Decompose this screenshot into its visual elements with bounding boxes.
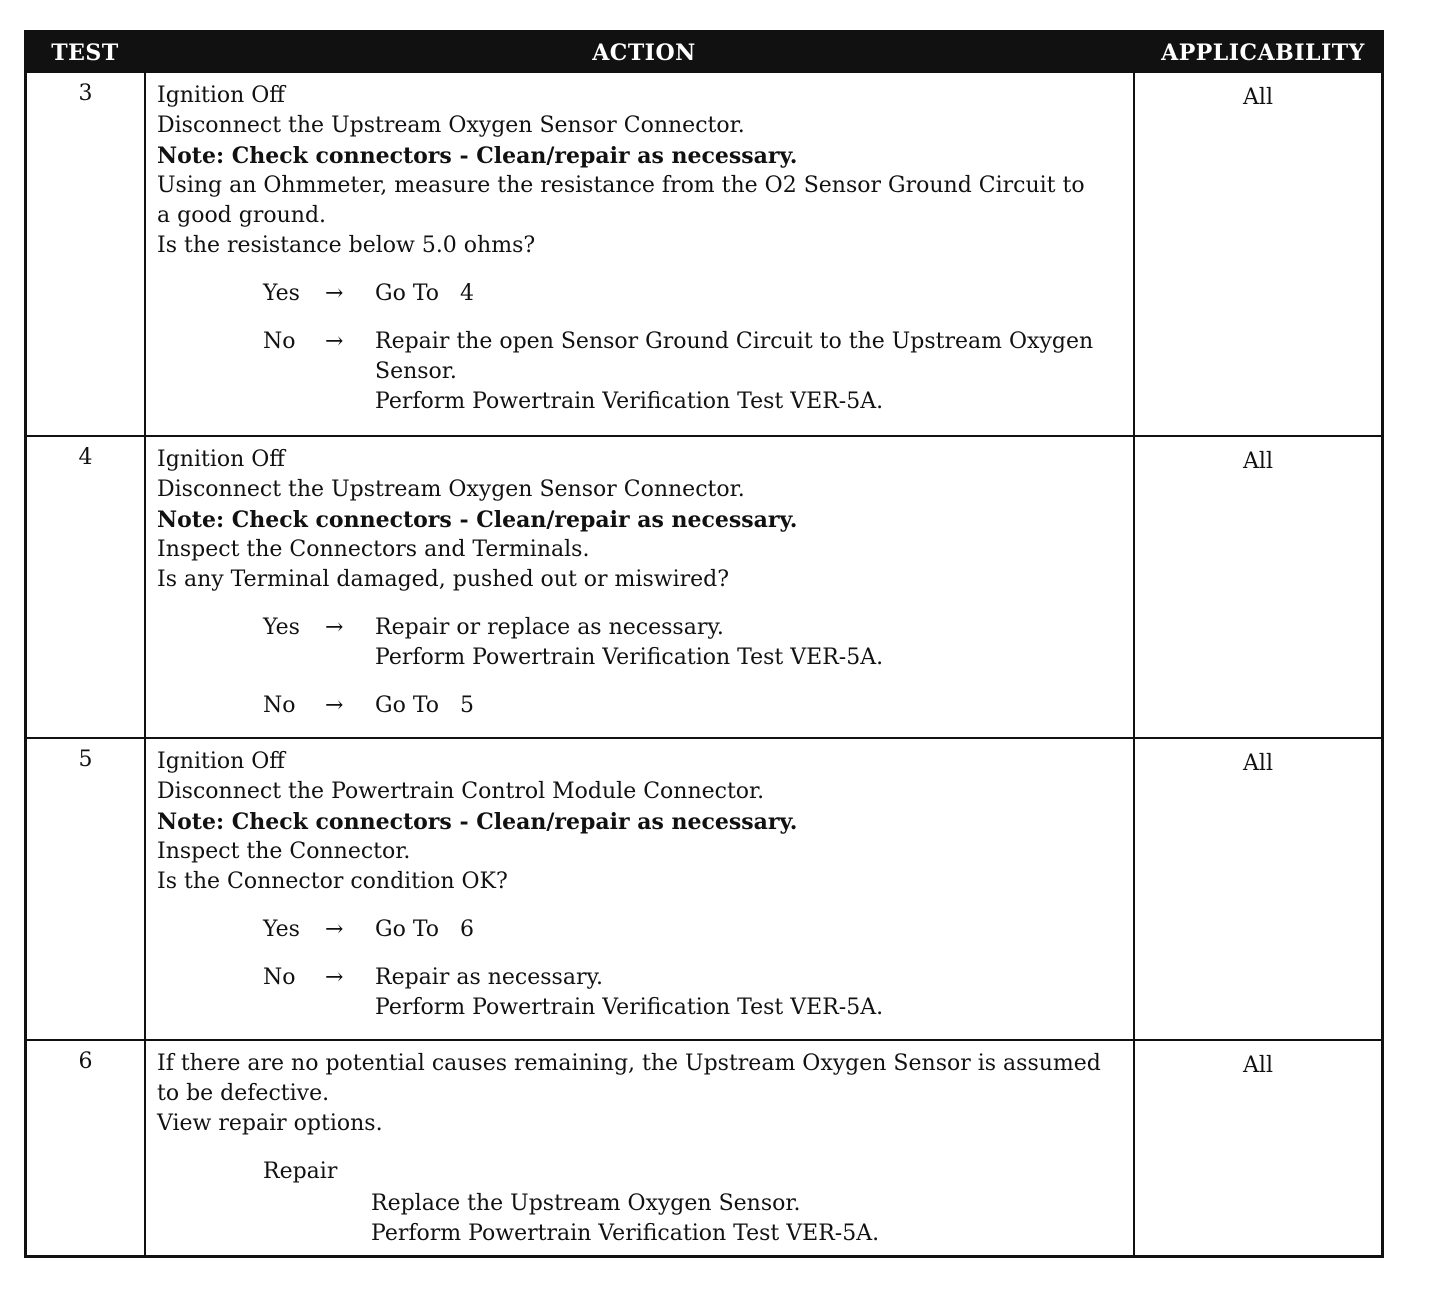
branch-yes-result: Repair or replace as necessary. bbox=[375, 615, 724, 640]
action-line: Using an Ohmmeter, measure the resistance from the O2 Sensor Ground Circuit to bbox=[157, 173, 1085, 198]
branch-yes bbox=[157, 279, 1129, 309]
applicability-value: All bbox=[1243, 751, 1273, 776]
branch-no-label: No bbox=[263, 329, 296, 354]
action-line: If there are no potential causes remaining, the Upstream Oxygen Sensor is assumed bbox=[157, 1051, 1101, 1076]
branch-yes bbox=[157, 613, 1129, 673]
test-number: 3 bbox=[78, 81, 93, 106]
action-line: a good ground. bbox=[157, 203, 327, 228]
test-number: 5 bbox=[78, 747, 93, 772]
branch-no bbox=[157, 963, 1129, 1023]
action-line: Is any Terminal damaged, pushed out or miswired? bbox=[157, 567, 730, 592]
action-line: Inspect the Connector. bbox=[157, 839, 411, 864]
header-applicability: APPLICABILITY bbox=[1161, 40, 1365, 66]
branch-yes bbox=[157, 915, 1129, 945]
test-number: 6 bbox=[78, 1049, 93, 1074]
arrow-icon: → bbox=[325, 917, 344, 942]
action-line: View repair options. bbox=[157, 1111, 383, 1136]
table-row-test-4 bbox=[27, 435, 1381, 737]
branch-yes-result: Go To 4 bbox=[375, 281, 474, 306]
action-note: Note: Check connectors - Clean/repair as necessary. bbox=[157, 143, 798, 169]
table-row-test-6 bbox=[27, 1039, 1381, 1255]
action-line: Inspect the Connectors and Terminals. bbox=[157, 537, 590, 562]
action-cell bbox=[157, 81, 1129, 417]
action-line: Ignition Off bbox=[157, 447, 285, 472]
action-cell bbox=[157, 747, 1129, 1023]
branch-no-result: Perform Powertrain Verification Test VER-5A. bbox=[375, 995, 884, 1020]
repair-options bbox=[371, 1189, 1129, 1249]
branch-yes-result: Go To 6 bbox=[375, 917, 474, 942]
action-cell bbox=[157, 1049, 1129, 1249]
action-line: Is the Connector condition OK? bbox=[157, 869, 508, 894]
action-line: Disconnect the Powertrain Control Module Connector. bbox=[157, 779, 765, 804]
action-line: to be defective. bbox=[157, 1081, 330, 1106]
arrow-icon: → bbox=[325, 281, 344, 306]
header-action: ACTION bbox=[592, 40, 696, 66]
branch-yes-label: Yes bbox=[263, 615, 300, 640]
arrow-icon: → bbox=[325, 965, 344, 990]
branch-yes-label: Yes bbox=[263, 917, 300, 942]
action-note: Note: Check connectors - Clean/repair as necessary. bbox=[157, 809, 798, 835]
table-row-test-5 bbox=[27, 737, 1381, 1039]
action-line: Is the resistance below 5.0 ohms? bbox=[157, 233, 536, 258]
branch-no-result: Repair as necessary. bbox=[375, 965, 603, 990]
branch-no bbox=[157, 327, 1129, 417]
diagnostic-test-table bbox=[24, 30, 1384, 1258]
table-row-test-3 bbox=[27, 73, 1381, 435]
action-line: Disconnect the Upstream Oxygen Sensor Connector. bbox=[157, 477, 745, 502]
action-cell bbox=[157, 445, 1129, 721]
action-note: Note: Check connectors - Clean/repair as necessary. bbox=[157, 507, 798, 533]
applicability-value: All bbox=[1243, 1053, 1273, 1078]
table-header bbox=[27, 33, 1381, 73]
branch-yes-label: Yes bbox=[263, 281, 300, 306]
action-line: Ignition Off bbox=[157, 749, 285, 774]
repair-line: Perform Powertrain Verification Test VER-5A. bbox=[371, 1221, 880, 1246]
branch-no-label: No bbox=[263, 965, 296, 990]
branch-yes-result: Perform Powertrain Verification Test VER-5A. bbox=[375, 645, 884, 670]
header-test: TEST bbox=[51, 40, 119, 66]
arrow-icon: → bbox=[325, 693, 344, 718]
repair-label: Repair bbox=[263, 1159, 338, 1184]
branch-no-result: Perform Powertrain Verification Test VER-5A. bbox=[375, 389, 884, 414]
action-line: Disconnect the Upstream Oxygen Sensor Connector. bbox=[157, 113, 745, 138]
applicability-value: All bbox=[1243, 449, 1273, 474]
branch-no-label: No bbox=[263, 693, 296, 718]
branch-no-result: Repair the open Sensor Ground Circuit to the Upstream Oxygen bbox=[375, 329, 1094, 354]
branch-no-result: Sensor. bbox=[375, 359, 457, 384]
arrow-icon: → bbox=[325, 329, 344, 354]
arrow-icon: → bbox=[325, 615, 344, 640]
test-number: 4 bbox=[78, 445, 93, 470]
branch-no bbox=[157, 691, 1129, 721]
repair-line: Replace the Upstream Oxygen Sensor. bbox=[371, 1191, 801, 1216]
applicability-value: All bbox=[1243, 85, 1273, 110]
branch-no-result: Go To 5 bbox=[375, 693, 474, 718]
action-line: Ignition Off bbox=[157, 83, 285, 108]
